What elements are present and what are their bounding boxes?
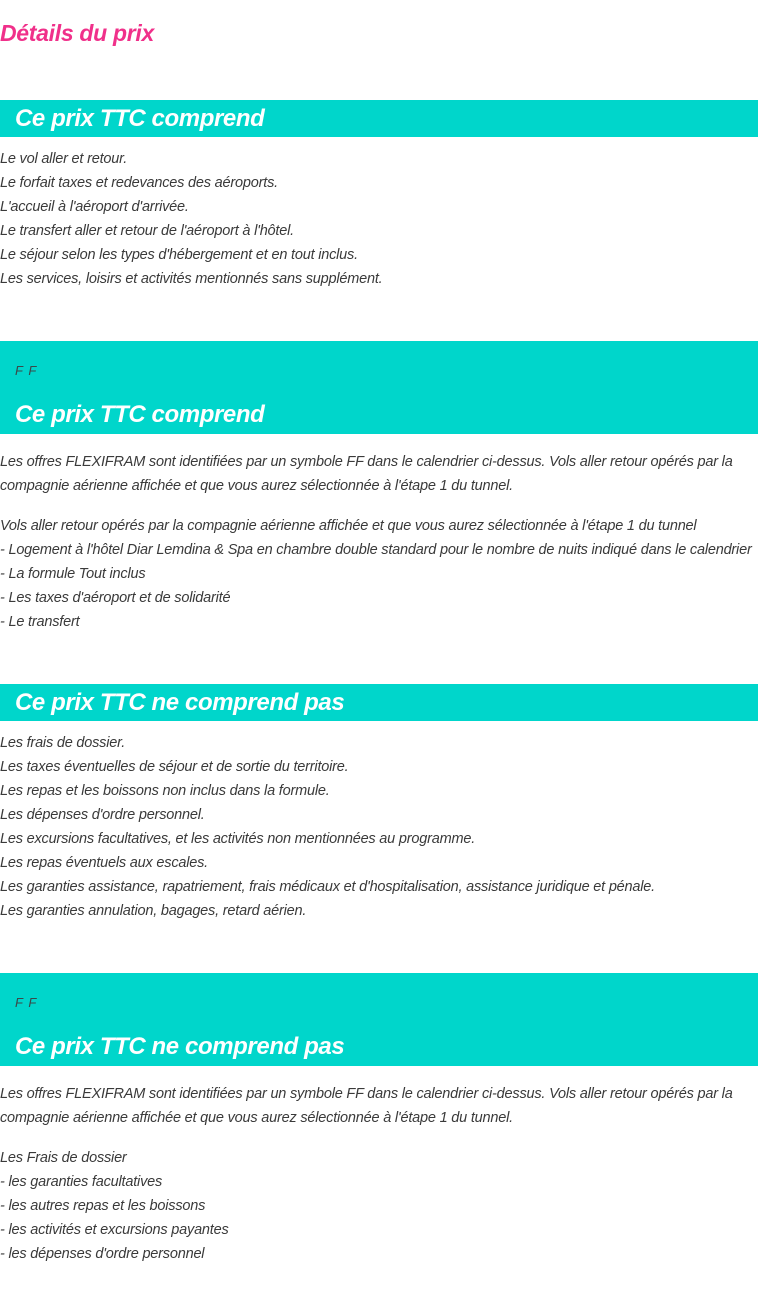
list-item: - Les taxes d'aéroport et de solidarité xyxy=(0,590,231,606)
list-item: L'accueil à l'aéroport d'arrivée. xyxy=(0,199,189,215)
list-item: Le séjour selon les types d'hébergement et en tout inclus. xyxy=(0,247,358,263)
list-item: Les taxes éventuelles de séjour et de sortie du territoire. xyxy=(0,759,349,775)
ff-excludes-list xyxy=(0,1146,758,1266)
list-item: Les Frais de dossier xyxy=(0,1150,127,1166)
section-header-includes xyxy=(0,100,758,137)
ff-intro-text: Les offres FLEXIFRAM sont identifiées par un symbole FF dans le calendrier ci-dessus. Vols aller retour opérés par la compagnie aérienne affichée et que vous aurez sélectionnée à l'étape 1 du tunnel. xyxy=(0,1086,733,1126)
ff-intro-text: Les offres FLEXIFRAM sont identifiées par un symbole FF dans le calendrier ci-dessus. Vols aller retour opérés par la compagnie aérienne affichée et que vous aurez sélectionnée à l'étape 1 du tunnel. xyxy=(0,454,733,494)
ff-tag: F F xyxy=(15,995,38,1010)
list-item: Les repas et les boissons non inclus dans la formule. xyxy=(0,783,330,799)
section-title: Ce prix TTC ne comprend pas xyxy=(15,689,345,716)
section-header-ff-excludes xyxy=(0,973,758,1066)
section-title: Ce prix TTC comprend xyxy=(15,105,265,132)
excludes-list xyxy=(0,731,758,923)
list-item: Les frais de dossier. xyxy=(0,735,126,751)
ff-includes-list xyxy=(0,514,758,634)
section-header-ff-includes xyxy=(0,341,758,434)
section-title: Ce prix TTC ne comprend pas xyxy=(15,1033,345,1060)
list-item: Les services, loisirs et activités mentionnés sans supplément. xyxy=(0,271,383,287)
ff-tag: F F xyxy=(15,363,38,378)
list-item: Le transfert aller et retour de l'aéroport à l'hôtel. xyxy=(0,223,294,239)
section-title: Ce prix TTC comprend xyxy=(15,401,265,428)
list-item: Les garanties annulation, bagages, retard aérien. xyxy=(0,903,307,919)
list-item: Le forfait taxes et redevances des aéroports. xyxy=(0,175,278,191)
includes-list xyxy=(0,147,758,291)
list-item: Les garanties assistance, rapatriement, frais médicaux et d'hospitalisation, assistance juridique et pénale. xyxy=(0,879,655,895)
list-item: Les excursions facultatives, et les activités non mentionnées au programme. xyxy=(0,831,476,847)
list-item: - les garanties facultatives xyxy=(0,1174,163,1190)
section-header-excludes xyxy=(0,684,758,721)
list-item: Vols aller retour opérés par la compagnie aérienne affichée et que vous aurez sélectionnée à l'étape 1 du tunnel xyxy=(0,518,697,534)
list-item: - Logement à l'hôtel Diar Lemdina & Spa en chambre double standard pour le nombre de nuits indiqué dans le calendrier xyxy=(0,542,752,558)
list-item: Les dépenses d'ordre personnel. xyxy=(0,807,205,823)
list-item: Les repas éventuels aux escales. xyxy=(0,855,209,871)
list-item: - La formule Tout inclus xyxy=(0,566,146,582)
list-item: Le vol aller et retour. xyxy=(0,151,128,167)
page-title: Détails du prix xyxy=(0,20,154,46)
list-item: - Le transfert xyxy=(0,614,80,630)
list-item: - les activités et excursions payantes xyxy=(0,1222,229,1238)
list-item: - les dépenses d'ordre personnel xyxy=(0,1246,205,1262)
list-item: - les autres repas et les boissons xyxy=(0,1198,206,1214)
